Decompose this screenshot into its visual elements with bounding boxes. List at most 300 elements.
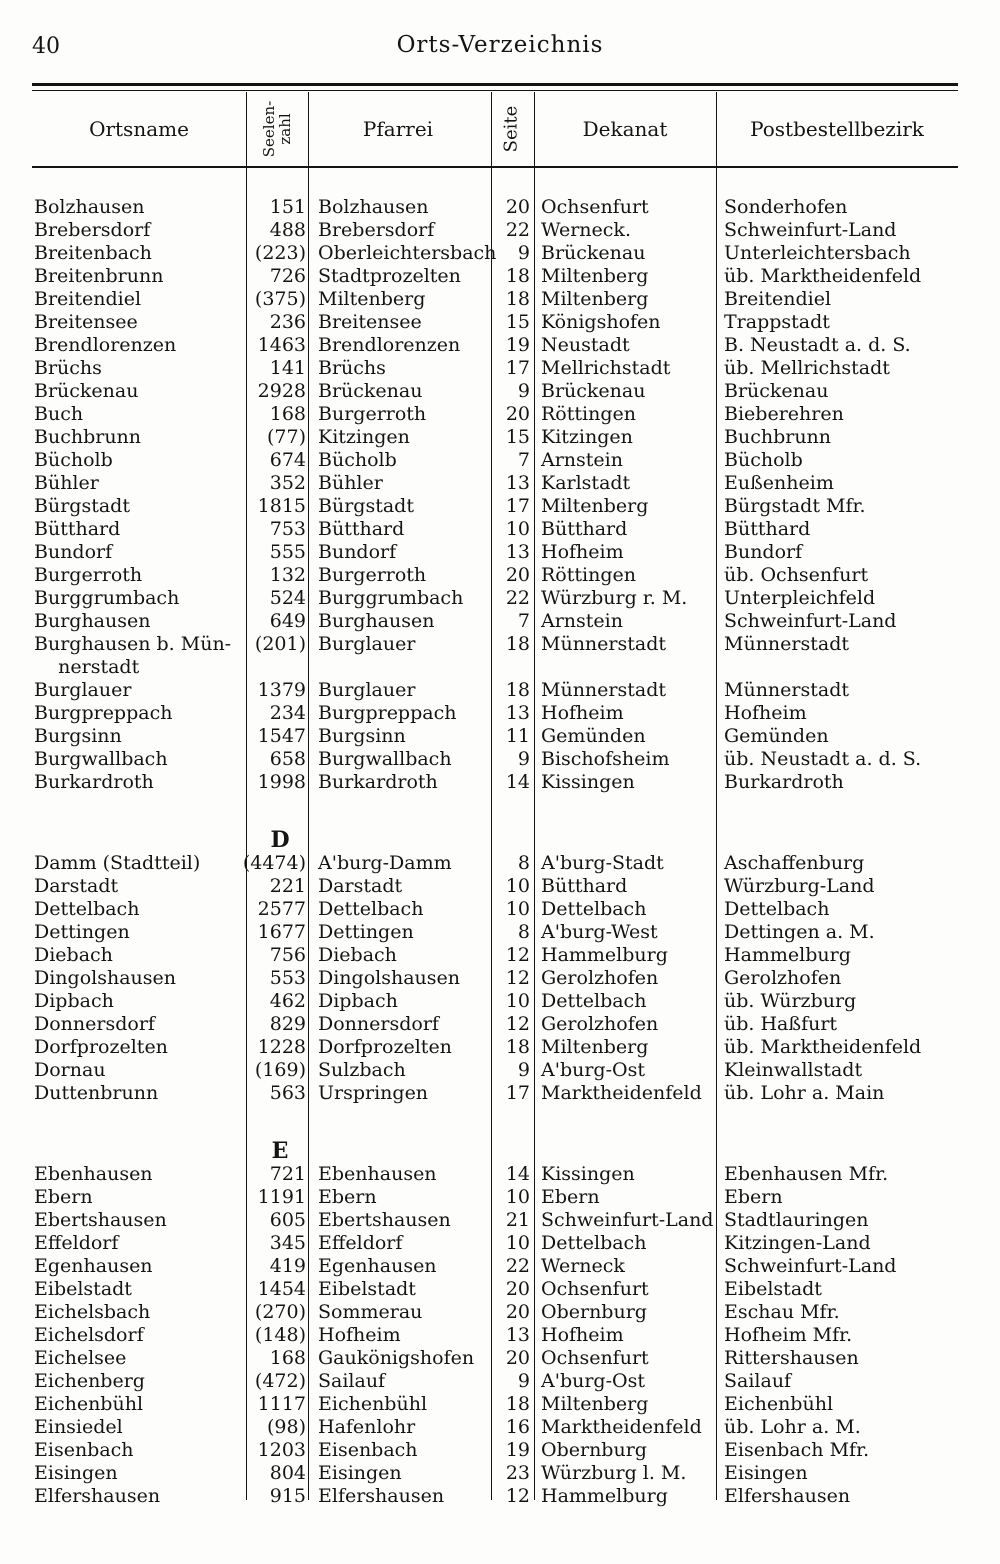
page-ref: 14	[505, 1163, 530, 1185]
parish: Dorfprozelten	[318, 1036, 452, 1058]
post-district: Würzburg-Land	[724, 875, 875, 897]
parish: Bühler	[318, 472, 383, 494]
page-ref: 10	[505, 990, 530, 1012]
page-ref: 19	[505, 334, 530, 356]
page-ref: 7	[517, 610, 530, 632]
page-ref: 9	[517, 748, 530, 770]
population: 756	[269, 944, 306, 966]
page-ref: 13	[505, 541, 530, 563]
place-name: Eichenberg	[34, 1370, 145, 1392]
page-ref: 20	[505, 1301, 530, 1323]
place-name: Einsiedel	[34, 1416, 123, 1438]
table-row	[0, 852, 1000, 875]
population: 488	[269, 219, 306, 241]
table-row	[0, 1485, 1000, 1508]
parish: Ebertshausen	[318, 1209, 451, 1231]
place-name: Burglauer	[34, 679, 132, 701]
page-ref: 15	[505, 311, 530, 333]
deanery: Mellrichstadt	[541, 357, 671, 379]
table-row	[0, 1370, 1000, 1393]
post-district: Hammelburg	[724, 944, 851, 966]
page-ref: 20	[505, 1278, 530, 1300]
parish: Brendlorenzen	[318, 334, 461, 356]
page-ref: 13	[505, 1324, 530, 1346]
place-name: Darstadt	[34, 875, 119, 897]
population: (4474)	[242, 852, 306, 874]
population: 1203	[257, 1439, 306, 1461]
parish: Burgpreppach	[318, 702, 457, 724]
top-rule-thin	[32, 90, 958, 91]
deanery: Miltenberg	[541, 265, 649, 287]
deanery: Miltenberg	[541, 1036, 649, 1058]
deanery: Neustadt	[541, 334, 630, 356]
post-district: Trappstadt	[724, 311, 830, 333]
place-name: Eibelstadt	[34, 1278, 132, 1300]
place-name: Eisenbach	[34, 1439, 134, 1461]
parish: Hafenlohr	[318, 1416, 416, 1438]
table-row	[0, 921, 1000, 944]
page-ref: 17	[505, 495, 530, 517]
deanery: Hofheim	[541, 702, 624, 724]
section-letter: D	[270, 827, 290, 853]
table-row	[0, 1439, 1000, 1462]
post-district: Hofheim Mfr.	[724, 1324, 853, 1346]
post-district: üb. Lohr a. M.	[724, 1416, 861, 1438]
deanery: Gemünden	[541, 725, 646, 747]
place-name: Burkardroth	[34, 771, 154, 793]
table-row	[0, 564, 1000, 587]
population: 1454	[257, 1278, 306, 1300]
table-row	[0, 1462, 1000, 1485]
parish: Bundorf	[318, 541, 397, 563]
parish: Bütthard	[318, 518, 405, 540]
deanery: Arnstein	[541, 610, 623, 632]
post-district: Sonderhofen	[724, 196, 848, 218]
page-ref: 7	[517, 449, 530, 471]
page-ref: 16	[505, 1416, 530, 1438]
parish: Dipbach	[318, 990, 398, 1012]
deanery: Werneck	[541, 1255, 625, 1277]
population: 555	[269, 541, 306, 563]
page-ref: 17	[505, 1082, 530, 1104]
deanery: Karlstadt	[541, 472, 631, 494]
table-row	[0, 1036, 1000, 1059]
post-district: Rittershausen	[724, 1347, 859, 1369]
population: (201)	[254, 633, 306, 655]
table-row	[0, 1013, 1000, 1036]
parish: Urspringen	[318, 1082, 429, 1104]
col-header-population	[246, 92, 308, 166]
deanery: Ochsenfurt	[541, 1278, 649, 1300]
deanery: Würzburg r. M.	[541, 587, 688, 609]
deanery: Ochsenfurt	[541, 1347, 649, 1369]
post-district: Bütthard	[724, 518, 811, 540]
page-ref: 13	[505, 702, 530, 724]
page-ref: 21	[505, 1209, 530, 1231]
page-ref: 18	[505, 679, 530, 701]
population: 2928	[257, 380, 306, 402]
place-name: Brüchs	[34, 357, 102, 379]
population: (169)	[254, 1059, 306, 1081]
deanery: Bischofsheim	[541, 748, 670, 770]
place-name: Bolzhausen	[34, 196, 145, 218]
post-district: Schweinfurt-Land	[724, 219, 897, 241]
table-row	[0, 1324, 1000, 1347]
place-name: Ebenhausen	[34, 1163, 153, 1185]
parish: Burglauer	[318, 633, 416, 655]
population: 829	[269, 1013, 306, 1035]
place-name: Breitensee	[34, 311, 138, 333]
deanery: Miltenberg	[541, 1393, 649, 1415]
page-ref: 20	[505, 403, 530, 425]
parish: Darstadt	[318, 875, 403, 897]
post-district: üb. Neustadt a. d. S.	[724, 748, 922, 770]
population: 915	[269, 1485, 306, 1507]
parish: Eibelstadt	[318, 1278, 416, 1300]
place-name: Dettingen	[34, 921, 130, 943]
table-row	[0, 610, 1000, 633]
deanery: Kitzingen	[541, 426, 633, 448]
place-name: Effeldorf	[34, 1232, 119, 1254]
deanery: Dettelbach	[541, 990, 647, 1012]
table-row	[0, 1393, 1000, 1416]
deanery: A'burg-Stadt	[541, 852, 664, 874]
post-district: Unterpleichfeld	[724, 587, 876, 609]
table-row	[0, 334, 1000, 357]
deanery: Brückenau	[541, 380, 646, 402]
page-ref: 10	[505, 1232, 530, 1254]
post-district: üb. Haßfurt	[724, 1013, 838, 1035]
col-header-page	[488, 92, 534, 166]
header-rule	[32, 166, 958, 168]
population: (270)	[254, 1301, 306, 1323]
deanery: Werneck.	[541, 219, 631, 241]
population: (472)	[254, 1370, 306, 1392]
parish: Bürgstadt	[318, 495, 414, 517]
deanery: Ochsenfurt	[541, 196, 649, 218]
post-district: Schweinfurt-Land	[724, 610, 897, 632]
table-row	[0, 1278, 1000, 1301]
population: 1379	[257, 679, 306, 701]
post-district: Breitendiel	[724, 288, 832, 310]
deanery: Bütthard	[541, 875, 628, 897]
table-row	[0, 541, 1000, 564]
parish: Elfershausen	[318, 1485, 445, 1507]
deanery: Bütthard	[541, 518, 628, 540]
post-district: Schweinfurt-Land	[724, 1255, 897, 1277]
table-row	[0, 725, 1000, 748]
post-district: Aschaffenburg	[724, 852, 865, 874]
deanery: Miltenberg	[541, 495, 649, 517]
parish: Gaukönigshofen	[318, 1347, 475, 1369]
place-name: Burgwallbach	[34, 748, 168, 770]
post-district: Stadtlauringen	[724, 1209, 869, 1231]
page-ref: 20	[505, 196, 530, 218]
page-ref: 13	[505, 472, 530, 494]
deanery: Würzburg l. M.	[541, 1462, 687, 1484]
population: 753	[269, 518, 306, 540]
table-row	[0, 219, 1000, 242]
page-ref: 10	[505, 898, 530, 920]
post-district: Ebenhausen Mfr.	[724, 1163, 889, 1185]
post-district: Brückenau	[724, 380, 829, 402]
post-district: üb. Mellrichstadt	[724, 357, 890, 379]
table-row	[0, 702, 1000, 725]
page-ref: 18	[505, 1393, 530, 1415]
post-district: Unterleichtersbach	[724, 242, 911, 264]
table-row	[0, 1186, 1000, 1209]
parish: Eisenbach	[318, 1439, 418, 1461]
table-row	[0, 403, 1000, 426]
post-district: üb. Ochsenfurt	[724, 564, 869, 586]
population: 1547	[257, 725, 306, 747]
page-number: 40	[32, 34, 60, 59]
parish: Burgerroth	[318, 564, 427, 586]
place-name: Brückenau	[34, 380, 139, 402]
post-district: üb. Marktheidenfeld	[724, 1036, 922, 1058]
table-row	[0, 1059, 1000, 1082]
post-district: Eisenbach Mfr.	[724, 1439, 870, 1461]
post-district: Eichenbühl	[724, 1393, 834, 1415]
deanery: Röttingen	[541, 403, 636, 425]
place-name: Dingolshausen	[34, 967, 177, 989]
post-district: Eschau Mfr.	[724, 1301, 840, 1323]
deanery: Obernburg	[541, 1301, 647, 1323]
table-row	[0, 288, 1000, 311]
population: (375)	[254, 288, 306, 310]
table-row	[0, 1255, 1000, 1278]
place-name: Ebertshausen	[34, 1209, 167, 1231]
deanery: Königshofen	[541, 311, 661, 333]
post-district: Bundorf	[724, 541, 803, 563]
place-name: Eichenbühl	[34, 1393, 144, 1415]
deanery: Hofheim	[541, 1324, 624, 1346]
table-row	[0, 748, 1000, 771]
place-name: Duttenbrunn	[34, 1082, 159, 1104]
population: (223)	[254, 242, 306, 264]
table-row	[0, 771, 1000, 794]
post-district: Münnerstadt	[724, 633, 850, 655]
parish: Effeldorf	[318, 1232, 403, 1254]
place-name: Donnersdorf	[34, 1013, 155, 1035]
place-name: Bürgstadt	[34, 495, 130, 517]
place-name: Burgsinn	[34, 725, 122, 747]
post-district: Hofheim	[724, 702, 807, 724]
table-row	[0, 518, 1000, 541]
col-header-population-label: Seelen- zahl	[260, 100, 294, 158]
population: (148)	[254, 1324, 306, 1346]
place-name: Dornau	[34, 1059, 106, 1081]
place-name: Burgpreppach	[34, 702, 173, 724]
table-row	[0, 472, 1000, 495]
parish: Burkardroth	[318, 771, 438, 793]
page-ref: 18	[505, 265, 530, 287]
population: 726	[269, 265, 306, 287]
place-name: Burghausen	[34, 610, 151, 632]
parish: Brückenau	[318, 380, 423, 402]
place-name: Breitendiel	[34, 288, 142, 310]
population: 462	[269, 990, 306, 1012]
post-district: Buchbrunn	[724, 426, 832, 448]
deanery: Marktheidenfeld	[541, 1416, 702, 1438]
deanery: Münnerstadt	[541, 633, 667, 655]
page-ref: 8	[517, 852, 530, 874]
deanery: Brückenau	[541, 242, 646, 264]
table-row	[0, 196, 1000, 219]
population: 236	[269, 311, 306, 333]
parish: Oberleichtersbach	[318, 242, 497, 264]
parish: Bücholb	[318, 449, 397, 471]
population: 234	[269, 702, 306, 724]
population: 168	[269, 403, 306, 425]
parish: Eisingen	[318, 1462, 402, 1484]
table-row	[0, 426, 1000, 449]
deanery: Gerolzhofen	[541, 1013, 659, 1035]
page-ref: 12	[505, 944, 530, 966]
post-district: Eisingen	[724, 1462, 808, 1484]
table-row	[0, 587, 1000, 610]
post-district: Ebern	[724, 1186, 783, 1208]
col-header-page-label: Seite	[500, 105, 522, 153]
deanery: Dettelbach	[541, 898, 647, 920]
parish: Sulzbach	[318, 1059, 406, 1081]
population: 1815	[257, 495, 306, 517]
population: 1191	[257, 1186, 306, 1208]
page-ref: 18	[505, 1036, 530, 1058]
page-ref: 19	[505, 1439, 530, 1461]
place-name: Brendlorenzen	[34, 334, 177, 356]
population: 658	[269, 748, 306, 770]
population: 352	[269, 472, 306, 494]
place-name: Buchbrunn	[34, 426, 142, 448]
place-name: Brebersdorf	[34, 219, 151, 241]
place-name: Damm (Stadtteil)	[34, 852, 201, 874]
deanery: Arnstein	[541, 449, 623, 471]
post-district: Dettingen a. M.	[724, 921, 875, 943]
place-name: Eichelsdorf	[34, 1324, 144, 1346]
page-ref: 14	[505, 771, 530, 793]
population: 605	[269, 1209, 306, 1231]
page-ref: 12	[505, 967, 530, 989]
deanery: A'burg-West	[541, 921, 658, 943]
parish: Burgwallbach	[318, 748, 452, 770]
table-row	[0, 944, 1000, 967]
table-row	[0, 265, 1000, 288]
post-district: üb. Würzburg	[724, 990, 857, 1012]
post-district: Dettelbach	[724, 898, 830, 920]
post-district: Sailauf	[724, 1370, 792, 1392]
deanery: Ebern	[541, 1186, 600, 1208]
population: 1228	[257, 1036, 306, 1058]
population: 563	[269, 1082, 306, 1104]
deanery: Obernburg	[541, 1439, 647, 1461]
post-district: Eußenheim	[724, 472, 834, 494]
population: 151	[269, 196, 306, 218]
page-ref: 11	[505, 725, 530, 747]
parish: Sailauf	[318, 1370, 386, 1392]
table-row	[0, 1347, 1000, 1370]
page-ref: 18	[505, 633, 530, 655]
deanery: Dettelbach	[541, 1232, 647, 1254]
table-row	[0, 967, 1000, 990]
col-header-parish: Pfarrei	[362, 117, 434, 141]
parish: Sommerau	[318, 1301, 423, 1323]
parish: Breitensee	[318, 311, 422, 333]
population: 2577	[257, 898, 306, 920]
table-row	[0, 679, 1000, 702]
page-ref: 20	[505, 1347, 530, 1369]
post-district: Elfershausen	[724, 1485, 851, 1507]
parish: Burgerroth	[318, 403, 427, 425]
parish: Burgsinn	[318, 725, 406, 747]
parish: Eichenbühl	[318, 1393, 428, 1415]
post-district: Gemünden	[724, 725, 829, 747]
place-name: Eichelsee	[34, 1347, 127, 1369]
table-row	[0, 357, 1000, 380]
page-ref: 22	[505, 1255, 530, 1277]
deanery: Gerolzhofen	[541, 967, 659, 989]
population: 1677	[257, 921, 306, 943]
population: 524	[269, 587, 306, 609]
table-row	[0, 1163, 1000, 1186]
top-rule-thick	[32, 83, 958, 86]
population: 721	[269, 1163, 306, 1185]
parish: Bolzhausen	[318, 196, 429, 218]
place-name: Bücholb	[34, 449, 113, 471]
place-name: Dettelbach	[34, 898, 140, 920]
parish: Burggrumbach	[318, 587, 464, 609]
population: 553	[269, 967, 306, 989]
deanery: A'burg-Ost	[541, 1059, 645, 1081]
table-row	[0, 1082, 1000, 1105]
place-name: Dorfprozelten	[34, 1036, 168, 1058]
place-name: Diebach	[34, 944, 113, 966]
parish: Dingolshausen	[318, 967, 461, 989]
table-row	[0, 1232, 1000, 1255]
population: 1117	[257, 1393, 306, 1415]
post-district: Gerolzhofen	[724, 967, 842, 989]
population: 132	[269, 564, 306, 586]
deanery: Schweinfurt-Land	[541, 1209, 714, 1231]
page-ref: 12	[505, 1485, 530, 1507]
population: 649	[269, 610, 306, 632]
page-ref: 22	[505, 219, 530, 241]
place-name: Eichelsbach	[34, 1301, 151, 1323]
post-district: Münnerstadt	[724, 679, 850, 701]
parish: Ebenhausen	[318, 1163, 437, 1185]
post-district: Eibelstadt	[724, 1278, 822, 1300]
table-row	[0, 1209, 1000, 1232]
deanery: Münnerstadt	[541, 679, 667, 701]
post-district: üb. Marktheidenfeld	[724, 265, 922, 287]
place-name: Bütthard	[34, 518, 121, 540]
table-row	[0, 990, 1000, 1013]
post-district: üb. Lohr a. Main	[724, 1082, 885, 1104]
parish: Miltenberg	[318, 288, 426, 310]
deanery: Hammelburg	[541, 944, 668, 966]
parish: Egenhausen	[318, 1255, 437, 1277]
population: (98)	[266, 1416, 306, 1438]
deanery: Kissingen	[541, 771, 635, 793]
deanery: A'burg-Ost	[541, 1370, 645, 1392]
place-name: Burghausen b. Mün-	[34, 633, 232, 655]
parish: Kitzingen	[318, 426, 410, 448]
page-ref: 18	[505, 288, 530, 310]
parish: Brebersdorf	[318, 219, 435, 241]
parish: Dettelbach	[318, 898, 424, 920]
place-name: Breitenbach	[34, 242, 152, 264]
place-name: Bühler	[34, 472, 99, 494]
